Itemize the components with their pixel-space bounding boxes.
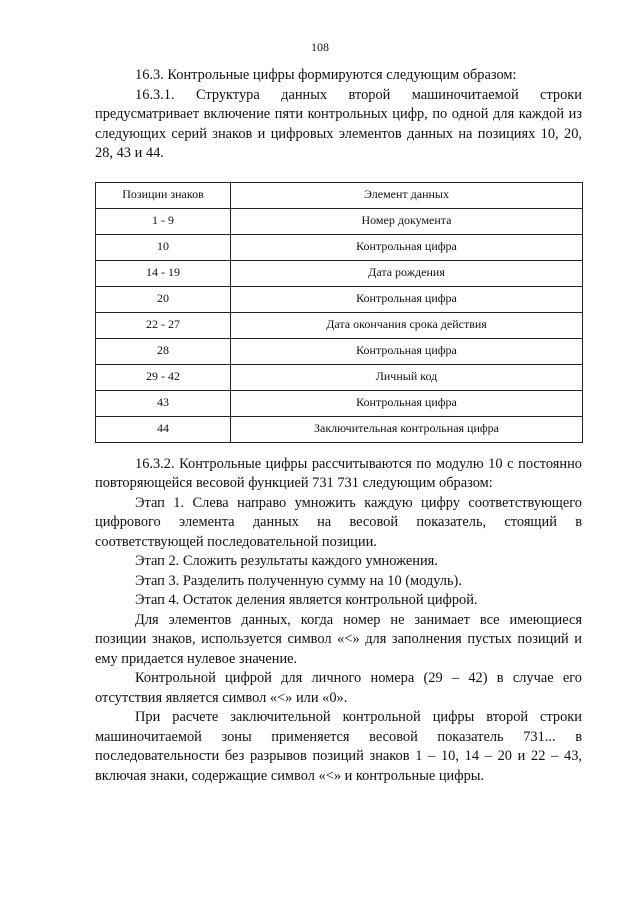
table-header-row <box>96 182 583 208</box>
paragraph-16-3-1: 16.3.1. Структура данных второй машиночитаемой строки предусматривает включение пяти контрольных цифр, по одной для каждой из следующих серий знаков и цифровых элементов данных на позициях 10, 20, 28, 43 и 44. <box>95 86 582 161</box>
cell-positions: 44 <box>96 416 231 442</box>
paragraph-personal-number: Контрольной цифрой для личного номера (29 – 42) в случае его отсутствия является символ «<» или «0». <box>95 670 582 706</box>
step-2: Этап 2. Сложить результаты каждого умножения. <box>135 553 438 569</box>
table-row <box>96 234 583 260</box>
cell-positions: 22 - 27 <box>96 312 231 338</box>
positions-table <box>95 182 583 443</box>
table-row <box>96 364 583 390</box>
cell-element: Контрольная цифра <box>231 390 583 416</box>
paragraph-final-check-digit: При расчете заключительной контрольной цифры второй строки машиночитаемой зоны применяется весовой показатель 731... в последовательности без разрывов позиций знаков 1 – 10, 14 – 20 и 22 – 43, включая знаки, содержащие символ «<» и контрольные цифры. <box>95 709 582 784</box>
paragraph-16-3-2: 16.3.2. Контрольные цифры рассчитываются по модулю 10 с постоянно повторяющейся весовой функцией 731 731 следующим образом: <box>95 455 582 491</box>
header-positions: Позиции знаков <box>96 182 231 208</box>
table-row <box>96 338 583 364</box>
page-number: 108 <box>311 40 329 54</box>
table-row <box>96 208 583 234</box>
cell-element: Дата окончания срока действия <box>231 312 583 338</box>
cell-positions: 28 <box>96 338 231 364</box>
cell-positions: 10 <box>96 234 231 260</box>
cell-element: Контрольная цифра <box>231 338 583 364</box>
step-3: Этап 3. Разделить полученную сумму на 10 (модуль). <box>135 572 462 589</box>
cell-positions: 14 - 19 <box>96 260 231 286</box>
table-row <box>96 286 583 312</box>
table-row <box>96 312 583 338</box>
cell-element: Личный код <box>231 364 583 390</box>
cell-positions: 1 - 9 <box>96 208 231 234</box>
table-row <box>96 260 583 286</box>
cell-element: Контрольная цифра <box>231 234 583 260</box>
document-body <box>95 66 582 786</box>
table-row <box>96 390 583 416</box>
cell-element: Заключительная контрольная цифра <box>231 416 583 442</box>
step-1: Этап 1. Слева направо умножить каждую цифру соответствующего цифрового элемента данных на весовой показатель, стоящий в соответствующей последовательной позиции. <box>95 494 582 550</box>
step-4: Этап 4. Остаток деления является контрольной цифрой. <box>135 592 478 608</box>
cell-element: Номер документа <box>231 208 583 234</box>
paragraph-fill-symbol: Для элементов данных, когда номер не занимает все имеющиеся позиции знаков, используется символ «<» для заполнения пустых позиций и ему придается нулевое значение. <box>95 611 582 667</box>
cell-positions: 29 - 42 <box>96 364 231 390</box>
cell-positions: 20 <box>96 286 231 312</box>
cell-element: Дата рождения <box>231 260 583 286</box>
section-heading: 16.3. Контрольные цифры формируются следующим образом: <box>135 67 517 83</box>
cell-element: Контрольная цифра <box>231 286 583 312</box>
table-row <box>96 416 583 442</box>
header-data-element: Элемент данных <box>231 182 583 208</box>
cell-positions: 43 <box>96 390 231 416</box>
